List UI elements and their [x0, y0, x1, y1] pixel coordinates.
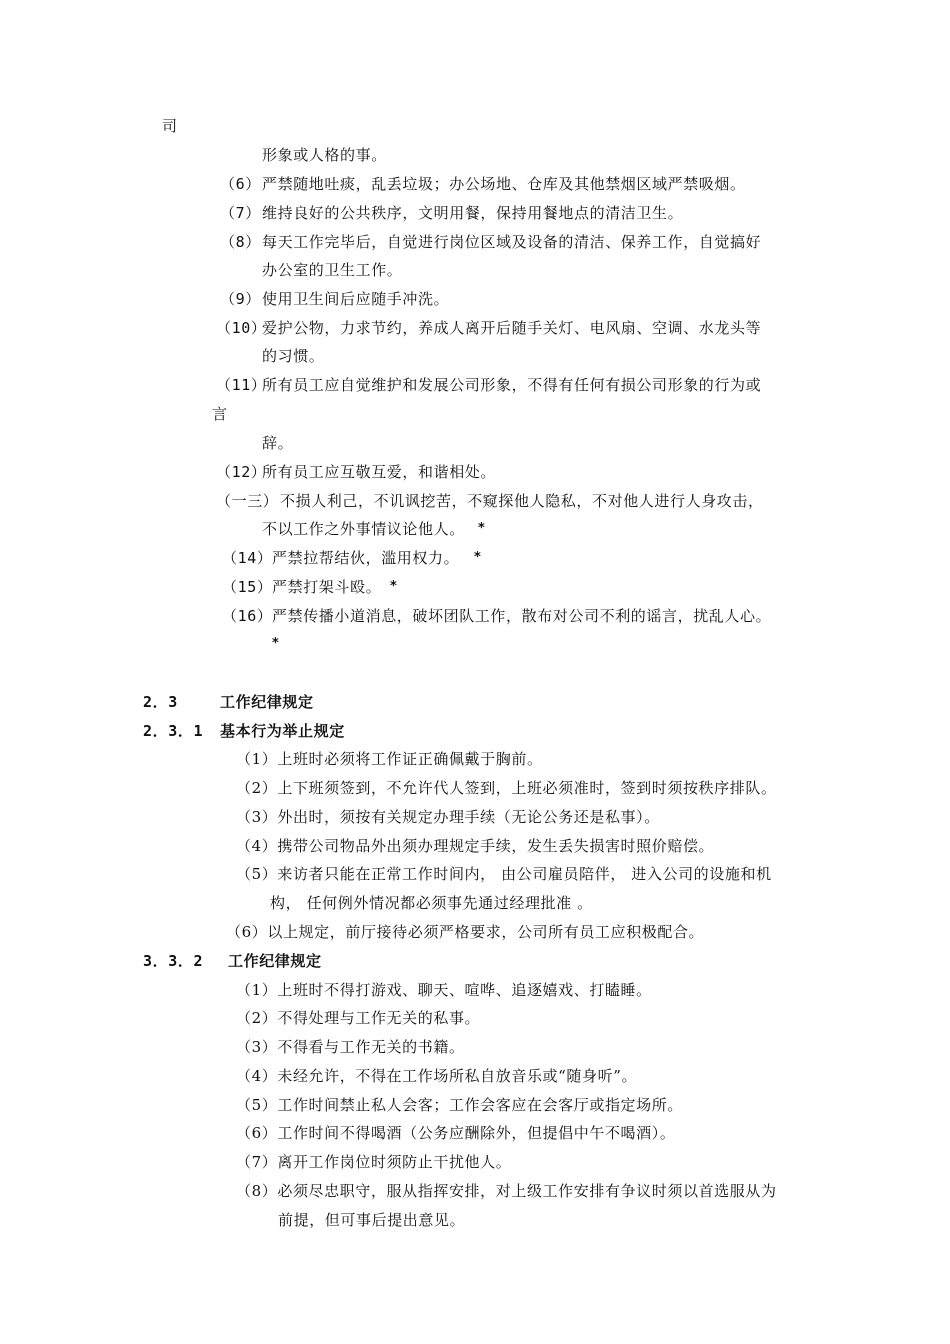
list-item-number: （8） — [220, 233, 261, 251]
list-item-text: 所有员工应互敬互爱，和谐相处。 — [262, 463, 497, 481]
list-item-text: 所有员工应自觉维护和发展公司形象，不得有任何有损公司形象的行为或 — [262, 376, 762, 394]
list-item-number: （9） — [220, 290, 261, 308]
list-item: （5）工作时间禁止私人会客；工作会客应在会客厅或指定场所。 — [236, 1096, 683, 1114]
list-item: （6）工作时间不得喝酒（公务应酬除外，但提倡中午不喝酒）。 — [236, 1124, 676, 1142]
asterisk-mark: * — [390, 579, 398, 594]
list-item-number: （11） — [216, 376, 267, 394]
section-title: 工作纪律规定 — [220, 693, 314, 711]
list-item-text: 爱护公物，力求节约，养成人离开后随手关灯、电风扇、空调、水龙头等 — [262, 319, 762, 337]
list-item-continuation: 的习惯。 — [262, 347, 325, 365]
list-item-text: 严禁打架斗殴。 — [272, 578, 382, 596]
page-top-fragment: 司 — [162, 117, 178, 135]
list-item-number: （一三） — [216, 492, 279, 510]
list-item-text: 使用卫生间后应随手冲洗。 — [262, 290, 450, 308]
list-item-text: 严禁传播小道消息，破坏团队工作，散布对公司不利的谣言，扰乱人心。 — [272, 607, 772, 625]
subsection-title: 工作纪律规定 — [228, 952, 322, 970]
asterisk-mark: * — [474, 550, 482, 565]
list-item-number: （7） — [220, 204, 261, 222]
list-item: （2）不得处理与工作无关的私事。 — [236, 1009, 481, 1027]
list-item-number: （16） — [222, 607, 273, 625]
list-item-text: 严禁随地吐痰，乱丢垃圾；办公场地、仓库及其他禁烟区域严禁吸烟。 — [262, 175, 746, 193]
list-item-number: （10） — [216, 319, 267, 337]
section-number: 2．3 — [143, 693, 178, 711]
list-item: （8）必须尽忠职守，服从指挥安排，对上级工作安排有争议时须以首选服从为 — [236, 1182, 777, 1200]
list-item-continuation: 言 — [212, 405, 228, 423]
list-item-continuation: 不以工作之外事情议论他人。 — [262, 520, 465, 538]
subsection-number: 3．3．2 — [143, 952, 204, 970]
list-item: （1）上班时不得打游戏、聊天、喧哗、追逐嬉戏、打瞌睡。 — [236, 981, 652, 999]
list-item-text: 每天工作完毕后，自觉进行岗位区域及设备的清洁、保养工作，自觉搞好 — [262, 233, 762, 251]
list-item: （1）上班时必须将工作证正确佩戴于胸前。 — [236, 750, 543, 768]
list-item: （5）来访者只能在正常工作时间内， 由公司雇员陪伴， 进入公司的设施和机 — [236, 865, 772, 883]
list-item: （6）以上规定，前厅接待必须严格要求，公司所有员工应积极配合。 — [226, 923, 705, 941]
list-item-number: （6） — [220, 175, 261, 193]
list-item-continuation: 构， 任何例外情况都必须事先通过经理批准 。 — [270, 894, 593, 912]
list-item: （7）离开工作岗位时须防止干扰他人。 — [236, 1153, 512, 1171]
subsection-number: 2．3．1 — [143, 722, 204, 740]
list-item-text: 不损人利己，不讥讽挖苦，不窥探他人隐私，不对他人进行人身攻击， — [280, 492, 764, 510]
subsection-title: 基本行为举止规定 — [220, 722, 345, 740]
list-item: （4）未经允许，不得在工作场所私自放音乐或“随身听”。 — [236, 1067, 638, 1085]
list-item-text: 严禁拉帮结伙，滥用权力。 — [272, 549, 460, 567]
list-item-continuation: 办公室的卫生工作。 — [262, 261, 403, 279]
list-item: （4）携带公司物品外出须办理规定手续，发生丢失损害时照价赔偿。 — [236, 837, 715, 855]
list-item-number: （15） — [222, 578, 273, 596]
list-item-number: （14） — [222, 549, 273, 567]
asterisk-mark: * — [478, 521, 486, 536]
list-item: （3）外出时，须按有关规定办理手续（无论公务还是私事）。 — [236, 808, 660, 826]
list-item-text: 维持良好的公共秩序，文明用餐，保持用餐地点的清洁卫生。 — [262, 204, 684, 222]
list-item-continuation: 前提，但可事后提出意见。 — [278, 1211, 466, 1229]
asterisk-mark: * — [272, 636, 280, 651]
list-item: （3）不得看与工作无关的书籍。 — [236, 1038, 465, 1056]
list-item-continuation: 辞。 — [262, 434, 294, 452]
list-item-number: （12） — [216, 463, 267, 481]
list-item: （2）上下班须签到，不允许代人签到，上班必须准时，签到时须按秩序排队。 — [236, 779, 777, 797]
list-item-continuation: 形象或人格的事。 — [262, 146, 387, 164]
